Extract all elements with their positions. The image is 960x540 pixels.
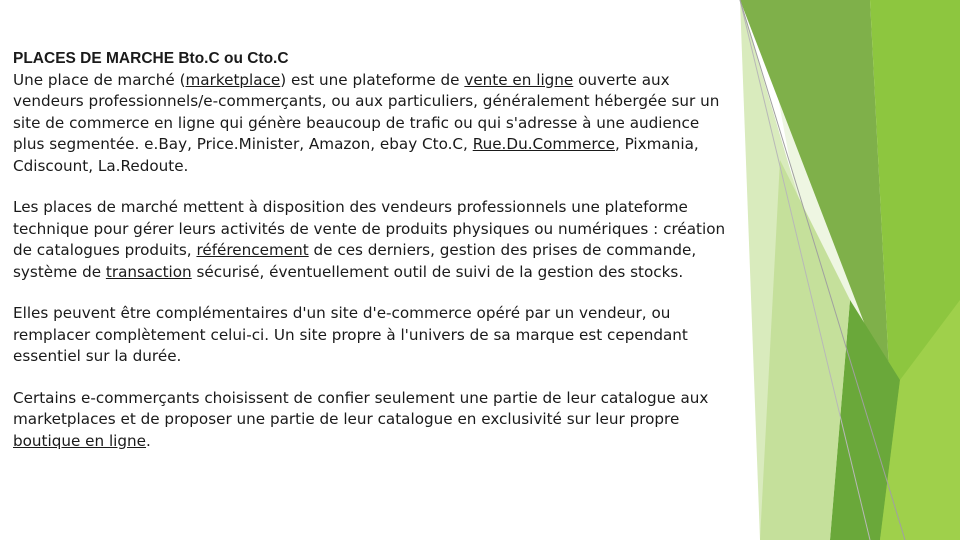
paragraph-complementary: Elles peuvent être complémentaires d'un site d'e-commerce opéré par un vendeur, ou remplacer complètement celui-ci. Un site propre à l'univers de sa marque est cependant essentiel sur la durée. xyxy=(13,304,688,365)
slide-body xyxy=(13,48,733,472)
p1-text-2: ) est une plateforme de xyxy=(280,70,465,89)
link-boutique-en-ligne[interactable]: boutique en ligne xyxy=(13,431,147,450)
link-referencement[interactable]: référencement xyxy=(196,241,309,259)
p2-text-3: sécurisé, éventuellement outil de suivi de la gestion des stocks. xyxy=(191,262,684,281)
p4-text-1: Certains e-commerçants choisissent de confier seulement une partie de leur catalogue aux marketplaces et de proposer une partie de leur catalogue en exclusivité sur leur propre xyxy=(13,388,709,428)
link-vente-en-ligne[interactable]: vente en ligne xyxy=(464,70,574,89)
link-rueducommerce[interactable]: Rue.Du.Commerce xyxy=(472,135,615,153)
p1-text-3: ouverte aux vendeurs professionnels/e-commerçants, ou aux particuliers, généralement hébergée sur un site de commerce en ligne qui génère beaucoup de trafic ou qui s'adresse à une audience plus segmentée. e.Bay, Price.Minister, Amazon, ebay Cto.C, xyxy=(13,70,720,153)
paragraph-definition xyxy=(13,70,733,178)
link-marketplace[interactable]: marketplace xyxy=(185,70,281,89)
paragraph-partial-catalogue xyxy=(13,388,733,453)
slide-title: PLACES DE MARCHE Bto.C ou Cto.C xyxy=(13,50,289,67)
p4-text-2: . xyxy=(146,431,151,450)
p1-text-4: , Pixmania, Cdiscount, La.Redoute. xyxy=(13,135,699,175)
p1-text-1: Une place de marché ( xyxy=(13,70,186,89)
paragraph-features xyxy=(13,197,733,283)
link-transaction[interactable]: transaction xyxy=(105,262,192,281)
p2-text-1: Les places de marché mettent à disposition des vendeurs professionnels une plateforme technique pour gérer leurs activités de vente de produits physiques ou numériques : création de catalogues produits, xyxy=(13,198,726,259)
p2-text-2: de ces derniers, gestion des prises de commande, système de xyxy=(13,241,697,281)
